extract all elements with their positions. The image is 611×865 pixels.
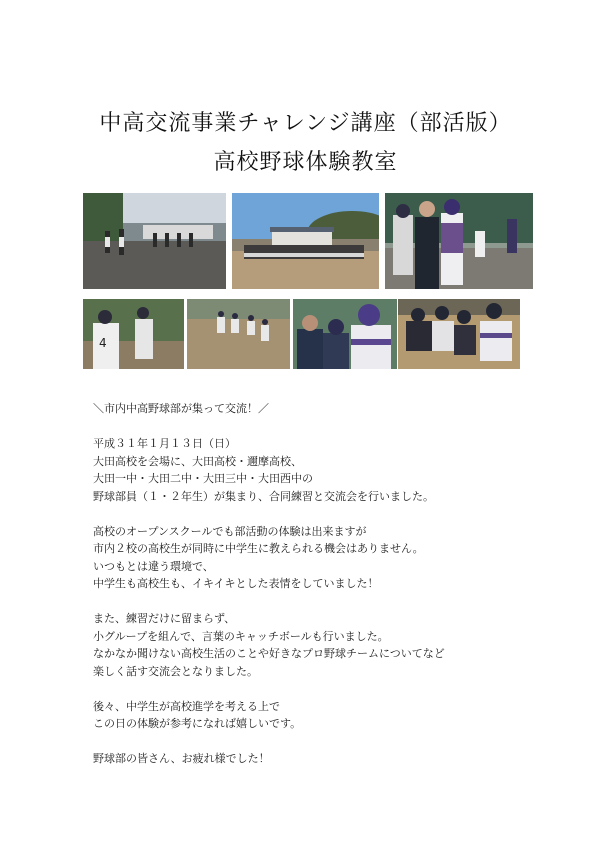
paragraph-4-line-2: この日の体験が参考になれば嬉しいです。 [93,717,302,730]
document-subtitle: 高校野球体験教室 [213,150,398,175]
pitching-practice-photo [83,299,184,369]
document-title: 中高交流事業チャレンジ講座（部活版） [99,111,512,136]
infield-practice-photo [187,299,290,369]
group-photo-field [232,193,379,289]
paragraph-3-line-1: また、練習だけに留まらず、 [93,612,236,625]
paragraph-2-line-2: 市内２校の高校生が同時に中学生に教えられる機会はありません。 [93,542,424,555]
headline: ＼市内中高野球部が集って交流！／ [93,402,269,415]
paragraph-1-line-2: 大田一中・大田二中・大田三中・大田西中の [93,472,313,485]
paragraph-3-line-3: なかなか聞けない高校生活のことや好きなプロ野球チームについてなど [93,647,445,660]
paragraph-2-line-3: いつもとは違う環境で、 [93,559,214,573]
closing-line: 野球部の皆さん、お疲れ様でした！ [93,752,270,765]
paragraph-3-line-2: 小グループを組んで、言葉のキャッチボールも行いました。 [93,629,389,643]
svg-text:4: 4 [99,336,107,350]
players-closeup-photo [293,299,397,369]
baseball-field-practice-photo [83,193,226,289]
paragraph-1-line-3: 野球部員（１・２年生）が集まり、合同練習と交流会を行いました。 [93,489,434,503]
paragraph-4-line-1: 後々、中学生が高校進学を考える上で [93,699,280,713]
event-date: 平成３１年１月１３日（日） [93,437,236,450]
report-body [93,400,593,768]
group-discussion-photo [398,299,520,369]
paragraph-2-line-4: 中学生も高校生も、イキイキとした表情をしていました！ [93,577,379,590]
players-standing-photo [385,193,533,289]
paragraph-1-line-1: 大田高校を会場に、大田高校・邇摩高校、 [93,454,302,468]
paragraph-2-line-1: 高校のオープンスクールでも部活動の体験は出来ますが [93,524,367,538]
paragraph-3-line-4: 楽しく話す交流会となりました。 [93,664,258,678]
